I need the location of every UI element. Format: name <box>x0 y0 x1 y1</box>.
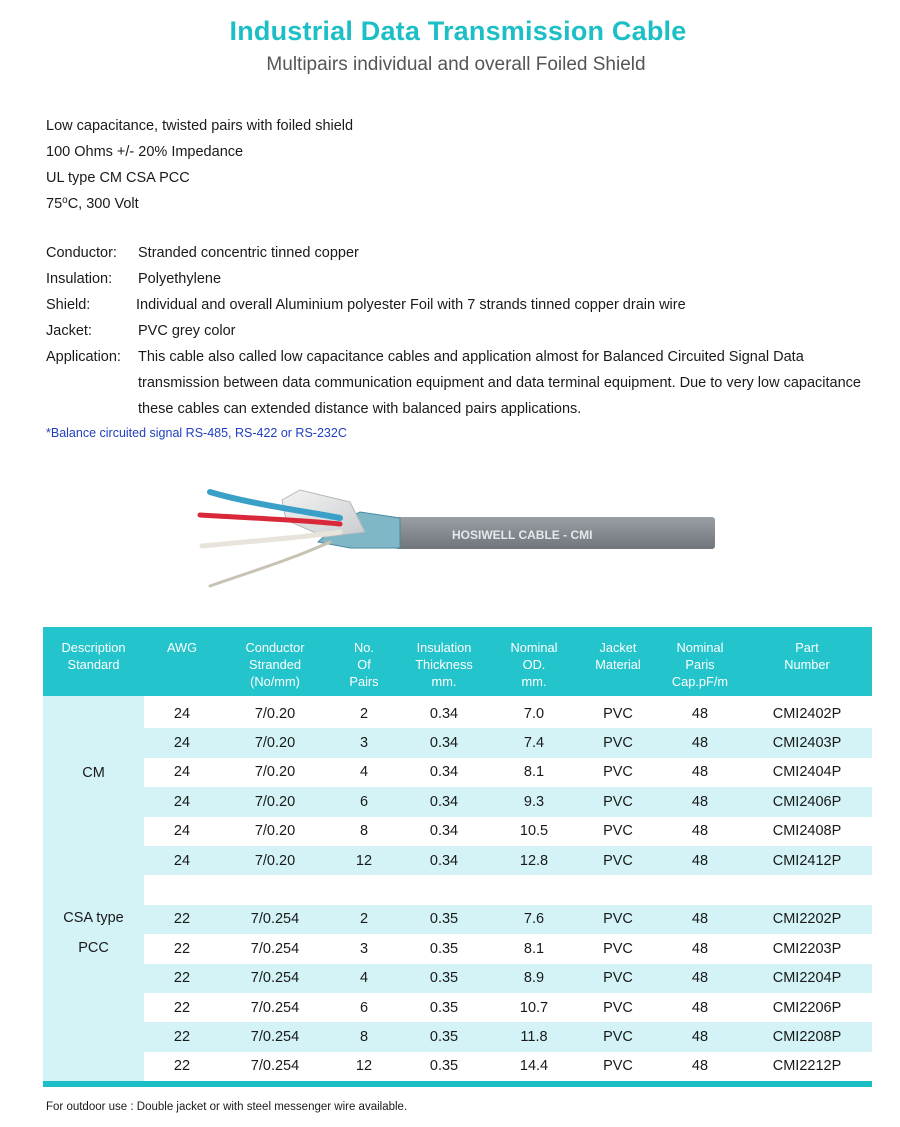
spec-label: Application: <box>46 349 121 365</box>
spacer-cell <box>144 875 872 904</box>
cell-awg: 22 <box>173 940 191 957</box>
cell-part-number: CMI2404P <box>772 764 842 781</box>
table-row <box>43 993 872 1022</box>
cell-part-number: CMI2402P <box>772 705 842 722</box>
cell-part-number: CMI2208P <box>742 1022 872 1051</box>
spec-table <box>43 627 872 1087</box>
spec-value: PVC grey color <box>138 323 236 339</box>
cell-awg: 22 <box>173 1058 191 1075</box>
cell-conductor: 7/0.254 <box>250 940 300 957</box>
cell-jacket: PVC <box>578 787 658 816</box>
cell-insulation: 0.34 <box>429 705 459 722</box>
cell-od: 8.1 <box>523 764 545 781</box>
table-row <box>43 1052 872 1081</box>
cell-awg: 24 <box>144 846 220 875</box>
cell-pairs: 2 <box>359 705 369 722</box>
cell-part-number: CMI2206P <box>772 999 842 1016</box>
spec-insulation <box>46 266 876 292</box>
cell-capacitance: 48 <box>658 728 742 757</box>
spec-label: Insulation: <box>46 271 113 287</box>
table-row <box>43 964 872 993</box>
cell-od: 7.0 <box>523 705 545 722</box>
cell-awg: 24 <box>173 705 191 722</box>
cell-pairs: 12 <box>355 1058 373 1075</box>
cell-awg: 22 <box>173 999 191 1016</box>
cell-jacket: PVC <box>603 1058 633 1075</box>
cell-conductor: 7/0.20 <box>254 705 296 722</box>
spec-jacket <box>46 318 876 344</box>
cell-pairs: 12 <box>330 846 398 875</box>
footer-note: For outdoor use : Double jacket or with steel messenger wire available. <box>46 1101 408 1113</box>
cell-pairs: 4 <box>359 764 369 781</box>
cell-conductor: 7/0.20 <box>220 728 330 757</box>
cell-insulation: 0.35 <box>398 905 490 934</box>
spec-label: Jacket: <box>46 323 92 339</box>
cell-conductor: 7/0.20 <box>220 846 330 875</box>
temp-rest: C, 300 Volt <box>67 196 139 212</box>
header-text: Insulation Thickness mm. <box>415 640 473 689</box>
cell-pairs: 4 <box>330 964 398 993</box>
cell-jacket: PVC <box>578 728 658 757</box>
cell-jacket: PVC <box>603 999 633 1016</box>
feature-capacitance: Low capacitance, twisted pairs with foiled shield <box>46 118 354 134</box>
cell-part-number: CMI2403P <box>742 728 872 757</box>
cell-pairs: 2 <box>330 905 398 934</box>
header-text: Part Number <box>784 640 830 672</box>
cell-pairs: 3 <box>330 728 398 757</box>
cell-capacitance: 48 <box>658 787 742 816</box>
cell-capacitance: 48 <box>658 846 742 875</box>
cell-conductor: 7/0.254 <box>220 964 330 993</box>
table-row <box>43 787 872 816</box>
spec-list <box>46 240 876 422</box>
cell-od: 7.6 <box>490 905 578 934</box>
header-description <box>43 627 144 696</box>
cell-jacket: PVC <box>603 940 633 957</box>
table-row <box>43 1022 872 1051</box>
cable-image <box>190 482 730 592</box>
cell-pairs: 6 <box>359 999 369 1016</box>
table-row <box>43 846 872 875</box>
cell-od: 7.4 <box>490 728 578 757</box>
cell-od: 8.1 <box>523 940 545 957</box>
header-text: Jacket Material <box>595 640 641 672</box>
cell-insulation: 0.35 <box>429 999 459 1016</box>
cell-awg: 24 <box>144 728 220 757</box>
feature-ul-type: UL type CM CSA PCC <box>46 170 190 186</box>
cell-awg: 24 <box>144 787 220 816</box>
cell-insulation: 0.35 <box>429 1058 459 1075</box>
header-text: Nominal Paris Cap.pF/m <box>671 640 729 689</box>
spec-value: Polyethylene <box>138 271 222 287</box>
cell-insulation: 0.34 <box>429 823 459 840</box>
standard-label-pcc: PCC <box>78 940 109 956</box>
spec-shield <box>46 292 876 318</box>
cell-conductor: 7/0.20 <box>254 823 296 840</box>
cell-awg: 22 <box>144 1022 220 1051</box>
cell-part-number: CMI2202P <box>742 905 872 934</box>
cell-pairs: 6 <box>330 787 398 816</box>
rs485-note: *Balance circuited signal RS-485, RS-422 or RS-232C <box>46 426 347 440</box>
feature-temperature-voltage <box>46 191 353 217</box>
cell-awg: 24 <box>173 764 191 781</box>
cell-capacitance: 48 <box>691 999 709 1016</box>
cell-awg: 24 <box>173 823 191 840</box>
cell-jacket: PVC <box>603 705 633 722</box>
bottom-rule <box>43 1081 872 1087</box>
cell-conductor: 7/0.254 <box>250 999 300 1016</box>
header-text: Conductor Stranded (No/mm) <box>245 640 305 689</box>
cell-od: 9.3 <box>490 787 578 816</box>
table-row <box>43 728 872 757</box>
cell-od: 12.8 <box>490 846 578 875</box>
cell-conductor: 7/0.254 <box>250 1058 300 1075</box>
cell-insulation: 0.35 <box>429 940 459 957</box>
cell-pairs: 3 <box>359 940 369 957</box>
spec-value: Stranded concentric tinned copper <box>138 245 359 261</box>
header-text: Description Standard <box>61 640 126 672</box>
spec-conductor <box>46 240 876 266</box>
cell-part-number: CMI2406P <box>742 787 872 816</box>
temp-value: 75 <box>46 196 63 212</box>
cell-awg: 22 <box>144 964 220 993</box>
cell-capacitance: 48 <box>691 940 709 957</box>
standard-label-csa: CSA type <box>63 910 124 926</box>
cell-od: 10.5 <box>519 823 549 840</box>
header-capacitance <box>658 627 742 696</box>
feature-impedance: 100 Ohms +/- 20% Impedance <box>46 144 244 160</box>
cell-capacitance: 48 <box>691 823 709 840</box>
cell-insulation: 0.34 <box>398 728 490 757</box>
header-pairs <box>330 627 398 696</box>
cell-pairs: 8 <box>330 1022 398 1051</box>
header-awg: AWG <box>144 627 220 696</box>
cell-od: 8.9 <box>490 964 578 993</box>
cell-capacitance: 48 <box>691 705 709 722</box>
cell-pairs: 8 <box>359 823 369 840</box>
cell-part-number: CMI2204P <box>742 964 872 993</box>
table-row <box>43 817 872 846</box>
spec-application <box>46 344 876 422</box>
spec-label: Conductor: <box>46 245 117 261</box>
table-row <box>43 934 872 963</box>
cell-jacket: PVC <box>578 1022 658 1051</box>
cell-capacitance: 48 <box>691 1058 709 1075</box>
cell-insulation: 0.34 <box>429 764 459 781</box>
degree-symbol: o <box>62 195 68 206</box>
drain-wire <box>210 542 330 586</box>
cell-conductor: 7/0.20 <box>254 764 296 781</box>
header-conductor <box>220 627 330 696</box>
table-row <box>43 758 872 787</box>
spec-label: Shield: <box>46 297 91 313</box>
standard-label-cm: CM <box>82 765 105 781</box>
table-bottom-rule <box>43 1081 872 1087</box>
header-part-number <box>742 627 872 696</box>
cell-insulation: 0.35 <box>398 1022 490 1051</box>
header-od <box>490 627 578 696</box>
cell-jacket: PVC <box>578 905 658 934</box>
cell-od: 10.7 <box>519 999 549 1016</box>
cell-part-number: CMI2412P <box>742 846 872 875</box>
cell-jacket: PVC <box>578 964 658 993</box>
spec-value: Individual and overall Aluminium polyester Foil with 7 strands tinned copper drain wire <box>136 297 686 313</box>
standard-cell-cm <box>43 696 144 1081</box>
header-text: Nominal OD. mm. <box>510 640 558 689</box>
cell-capacitance: 48 <box>691 764 709 781</box>
page-subtitle: Multipairs individual and overall Foiled Shield <box>266 54 646 75</box>
cell-conductor: 7/0.254 <box>220 1022 330 1051</box>
feature-list <box>46 113 353 217</box>
cell-conductor: 7/0.20 <box>220 787 330 816</box>
cell-part-number: CMI2212P <box>772 1058 842 1075</box>
cell-part-number: CMI2203P <box>772 940 842 957</box>
cell-jacket: PVC <box>603 823 633 840</box>
cell-od: 14.4 <box>519 1058 549 1075</box>
header-insulation <box>398 627 490 696</box>
cell-capacitance: 48 <box>658 905 742 934</box>
cell-capacitance: 48 <box>658 964 742 993</box>
wire-white <box>202 532 340 546</box>
cell-awg: 22 <box>144 905 220 934</box>
cable-jacket-text: HOSIWELL CABLE - CMI <box>452 528 593 542</box>
cell-insulation: 0.34 <box>398 846 490 875</box>
cell-insulation: 0.35 <box>398 964 490 993</box>
group-spacer-row <box>43 875 872 904</box>
table-row <box>43 905 872 934</box>
cell-jacket: PVC <box>578 846 658 875</box>
page-title: Industrial Data Transmission Cable <box>229 16 687 46</box>
table-header-row <box>43 627 872 696</box>
header-jacket <box>578 627 658 696</box>
header-text: No. Of Pairs <box>349 640 379 689</box>
spec-value: This cable also called low capacitance cables and application almost for Balanced Circuited Signal Data transmission between data communication equipment and data terminal equipment. Due to very low capacitance these cables can extended distance with balanced pairs applications. <box>138 349 861 417</box>
cell-jacket: PVC <box>603 764 633 781</box>
cell-insulation: 0.34 <box>398 787 490 816</box>
cell-part-number: CMI2408P <box>772 823 842 840</box>
cell-conductor: 7/0.254 <box>220 905 330 934</box>
table-body <box>43 696 872 1081</box>
cell-capacitance: 48 <box>658 1022 742 1051</box>
cell-od: 11.8 <box>490 1022 578 1051</box>
table-row <box>43 696 872 728</box>
